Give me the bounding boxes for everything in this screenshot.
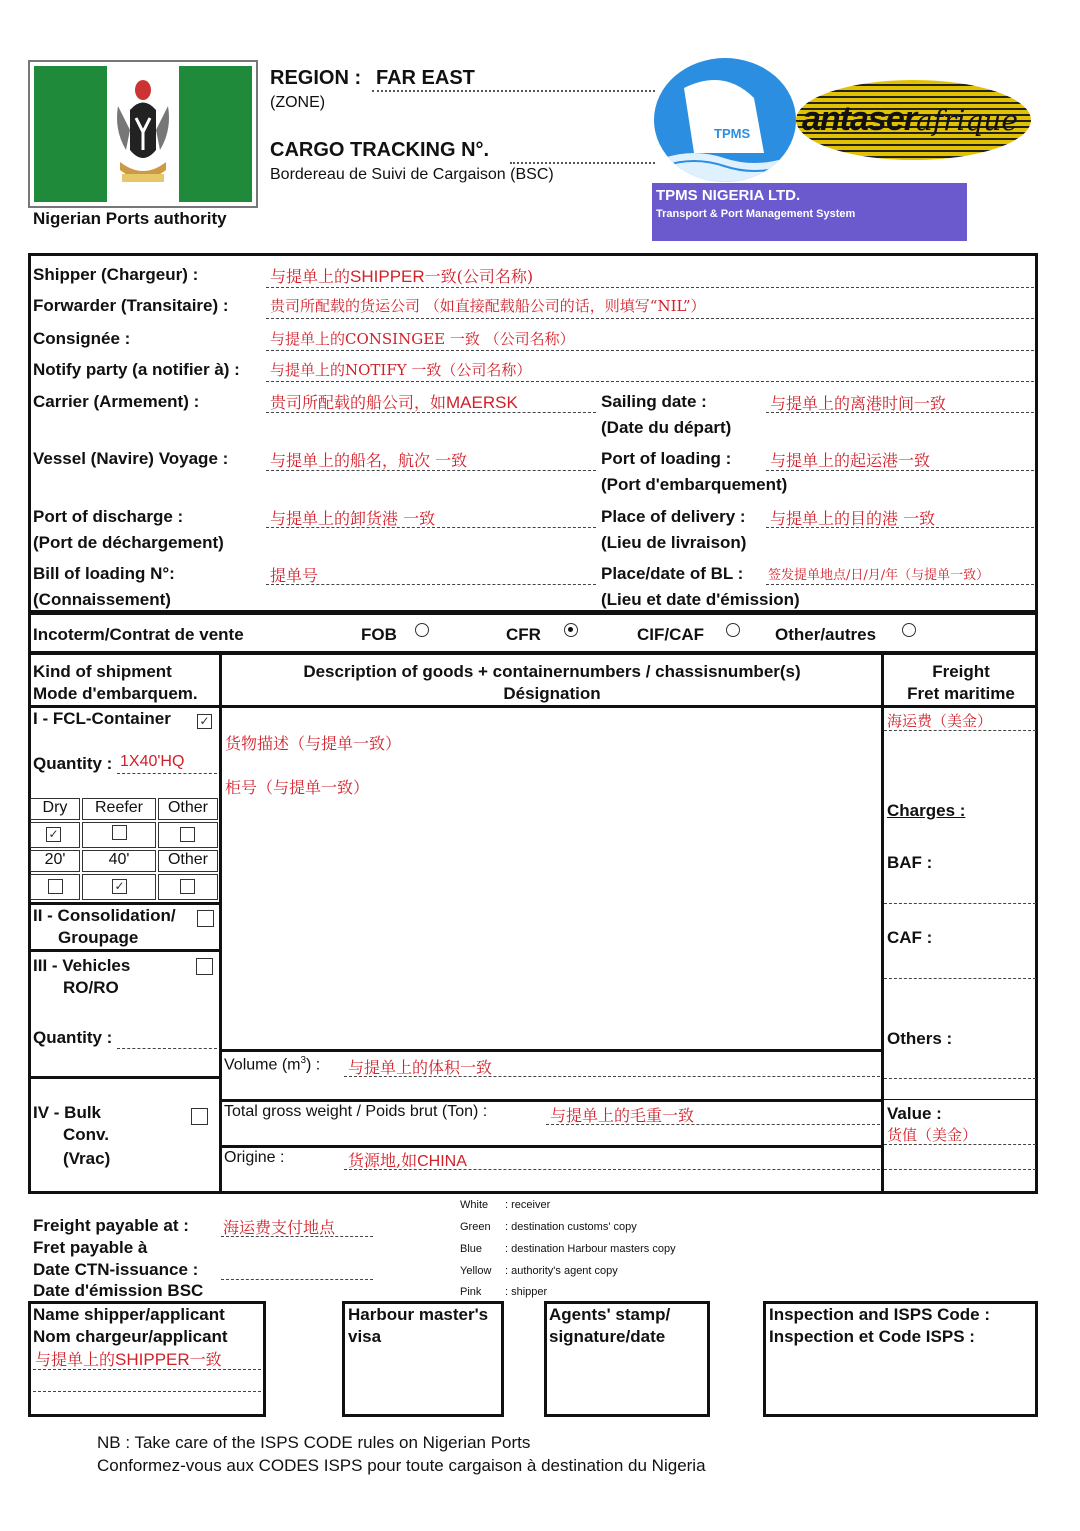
- vehicles-label-2: RO/RO: [63, 978, 119, 997]
- kind-header-1: Kind of shipment: [33, 662, 172, 681]
- carrier-label: Carrier (Armement) :: [33, 392, 200, 411]
- desc-divider-1: [219, 1049, 883, 1052]
- delivery-sub: (Lieu de livraison): [601, 533, 747, 552]
- bl-place-line: [766, 584, 1034, 585]
- vessel-line: [266, 470, 596, 471]
- agents-label-1: Agents' stamp/: [549, 1305, 671, 1324]
- quantity-value[interactable]: 1X40'HQ: [120, 753, 185, 770]
- tpms-logo-text: TPMS: [714, 126, 751, 141]
- bulk-label-3: (Vrac): [63, 1149, 111, 1168]
- weight-label: Total gross weight / Poids brut (Ton) :: [224, 1103, 488, 1120]
- pol-label: Port of loading :: [601, 449, 732, 468]
- consignee-line: [266, 350, 1034, 351]
- coat-of-arms-icon: [110, 70, 176, 198]
- size-40-checkbox[interactable]: ✓: [112, 879, 127, 894]
- freight-header-2: Fret maritime: [907, 684, 1015, 703]
- bl-sub: (Connaissement): [33, 590, 171, 609]
- shipper-line: [266, 287, 1034, 288]
- bulk-label-1: IV - Bulk: [33, 1103, 102, 1122]
- tpms-panel: [652, 183, 967, 241]
- pol-value[interactable]: 与提单上的起运港一致: [770, 451, 931, 470]
- tpms-subtitle: Transport & Port Management System: [656, 208, 856, 220]
- bl-place-label: Place/date of BL :: [601, 564, 744, 583]
- vehicles-checkbox[interactable]: [196, 958, 213, 975]
- forwarder-value[interactable]: 贵司所配载的货运公司 （如直接配载船公司的话，则填写“NIL”）: [270, 297, 706, 315]
- quantity-label: Quantity :: [33, 754, 113, 773]
- ship-icon: [654, 58, 796, 182]
- pol-sub: (Port d'embarquement): [601, 475, 788, 494]
- name-shipper-value[interactable]: 与提单上的SHIPPER一致: [35, 1350, 222, 1369]
- name-shipper-label-1: Name shipper/applicant: [33, 1305, 225, 1324]
- origin-line: [344, 1169, 880, 1170]
- reefer-checkbox[interactable]: [112, 825, 127, 840]
- caf-label: CAF :: [887, 928, 933, 947]
- bulk-checkbox[interactable]: [191, 1108, 208, 1125]
- copy-pink-desc: : shipper: [505, 1286, 548, 1298]
- type-other-checkbox[interactable]: [180, 827, 195, 842]
- cargo-tracking-label: CARGO TRACKING N°.: [270, 139, 490, 161]
- copy-white: White: [460, 1199, 489, 1211]
- copy-green: Green: [460, 1221, 491, 1233]
- date-ctn-label-2: Date d'émission BSC: [33, 1281, 204, 1300]
- sailing-sub: (Date du départ): [601, 418, 732, 437]
- forwarder-line: [266, 318, 1034, 319]
- tpms-title: TPMS NIGERIA LTD.: [656, 187, 801, 204]
- kind-column-divider: [219, 652, 222, 1194]
- desc-header-1: Description of goods + containernumbers / chassisnumber(s): [303, 662, 801, 681]
- authority-name: Nigerian Ports authority: [33, 209, 227, 228]
- incoterm-option-cfr: CFR: [506, 625, 541, 644]
- antaser-logo: [796, 80, 1031, 160]
- cfr-radio[interactable]: [564, 623, 578, 637]
- type-other: Other: [158, 798, 218, 820]
- origin-value[interactable]: 货源地,如CHINA: [348, 1151, 467, 1170]
- date-ctn-line: [221, 1279, 373, 1280]
- carrier-line: [266, 412, 596, 413]
- desc-divider-2: [219, 1099, 883, 1102]
- volume-value[interactable]: 与提单上的体积一致: [348, 1058, 493, 1077]
- sailing-label: Sailing date :: [601, 392, 707, 411]
- name-shipper-line: [33, 1369, 261, 1370]
- type-reefer: Reefer: [82, 798, 156, 820]
- quantity2-line: [117, 1048, 217, 1049]
- baf-label: BAF :: [887, 853, 933, 872]
- notify-label: Notify party (a notifier à) :: [33, 360, 240, 379]
- pol-line: [766, 470, 1034, 471]
- freight-column-divider: [881, 652, 884, 1194]
- copy-pink: Pink: [460, 1286, 482, 1298]
- pod-line: [266, 527, 596, 528]
- shipper-label: Shipper (Chargeur) :: [33, 265, 199, 284]
- consignee-value[interactable]: 与提单上的CONSINGEE 一致 （公司名称）: [270, 330, 575, 348]
- shipper-value[interactable]: 与提单上的SHIPPER一致(公司名称): [270, 267, 534, 286]
- name-shipper-line-2: [33, 1391, 261, 1392]
- type-dry: Dry: [30, 798, 80, 820]
- bl-place-sub: (Lieu et date d'émission): [601, 590, 800, 609]
- fob-radio[interactable]: [415, 623, 429, 637]
- desc-header-2: Désignation: [503, 684, 601, 703]
- region-label: REGION :: [270, 67, 362, 89]
- inspection-label-2: Inspection et Code ISPS :: [769, 1327, 975, 1346]
- quantity2-label: Quantity :: [33, 1028, 113, 1047]
- antaser-logo-text: antaser: [802, 100, 916, 138]
- desc-divider-3: [219, 1145, 883, 1148]
- notify-value[interactable]: 与提单上的NOTIFY 一致（公司名称）: [270, 361, 532, 379]
- consolidation-label-1: II - Consolidation/: [33, 906, 176, 925]
- harbour-label-1: Harbour master's: [348, 1305, 489, 1324]
- origin-label: Origine :: [224, 1149, 285, 1166]
- bl-value[interactable]: 提单号: [270, 566, 319, 585]
- nb-line-2: Conformez-vous aux CODES ISPS pour toute cargaison à destination du Nigeria: [97, 1456, 706, 1475]
- delivery-label: Place of delivery :: [601, 507, 746, 526]
- value-label: Value :: [887, 1104, 942, 1123]
- other-radio[interactable]: [902, 623, 916, 637]
- weight-value[interactable]: 与提单上的毛重一致: [550, 1106, 695, 1125]
- value-line-2: [884, 1169, 1036, 1170]
- fcl-label: I - FCL-Container: [33, 709, 171, 728]
- bl-place-value[interactable]: 签发提单地点/日/月/年（与提单一致）: [768, 568, 990, 583]
- fcl-checkbox[interactable]: ✓: [197, 714, 212, 729]
- name-shipper-label-2: Nom chargeur/applicant: [33, 1327, 228, 1346]
- copy-yellow: Yellow: [460, 1265, 492, 1277]
- freight-payable-line: [221, 1236, 373, 1237]
- size-other: Other: [158, 850, 218, 872]
- agents-label-2: signature/date: [549, 1327, 666, 1346]
- cargo-tracking-field-line: [510, 162, 655, 164]
- vessel-label: Vessel (Navire) Voyage :: [33, 449, 229, 468]
- quantity-line: [117, 773, 217, 774]
- freight-payable-label-2: Fret payable à: [33, 1238, 148, 1257]
- size-other-checkbox[interactable]: [180, 879, 195, 894]
- notify-line: [266, 381, 1034, 382]
- incoterm-option-cif: CIF/CAF: [637, 625, 705, 644]
- incoterm-option-fob: FOB: [361, 625, 397, 644]
- desc-value-2[interactable]: 柜号（与提单一致）: [225, 778, 370, 797]
- delivery-value[interactable]: 与提单上的目的港 一致: [770, 509, 936, 528]
- kind-header-2: Mode d'embarquem.: [33, 684, 198, 703]
- caf-line: [884, 978, 1036, 979]
- copy-white-desc: : receiver: [505, 1199, 551, 1211]
- pod-sub: (Port de déchargement): [33, 533, 224, 552]
- freight-divider: [882, 1099, 1037, 1100]
- pod-value[interactable]: 与提单上的卸货港 一致: [270, 509, 436, 528]
- date-ctn-label-1: Date CTN-issuance :: [33, 1260, 199, 1279]
- volume-label: Volume $(m^3)$ :: [224, 1055, 321, 1074]
- size-20: 20': [30, 850, 80, 872]
- size-40: 40': [82, 850, 156, 872]
- consignee-label: Consignée :: [33, 329, 131, 348]
- vessel-value[interactable]: 与提单上的船名，航次 一致: [270, 451, 468, 470]
- copy-blue-desc: : destination Harbour masters copy: [505, 1243, 676, 1255]
- carrier-value[interactable]: 贵司所配载的船公司，如MAERSK: [270, 393, 518, 412]
- others-label: Others :: [887, 1029, 953, 1048]
- freight-header-1: Freight: [932, 662, 990, 681]
- copy-blue: Blue: [460, 1243, 483, 1255]
- sailing-line: [766, 412, 1034, 413]
- copy-yellow-desc: : authority's agent copy: [505, 1265, 618, 1277]
- baf-line: [884, 903, 1036, 904]
- desc-value-1[interactable]: 货物描述（与提单一致）: [225, 734, 402, 753]
- charges-label: Charges :: [887, 801, 966, 820]
- value-line: [884, 1144, 1036, 1145]
- vehicles-label-1: III - Vehicles: [33, 956, 131, 975]
- consolidation-label-2: Groupage: [58, 928, 139, 947]
- incoterm-label: Incoterm/Contrat de vente: [33, 625, 244, 644]
- bl-label: Bill of loading N°:: [33, 564, 175, 583]
- nigerian-flag: [28, 60, 258, 208]
- kind-divider-1: [28, 902, 220, 905]
- copy-green-desc: : destination customs' copy: [505, 1221, 637, 1233]
- cif-radio[interactable]: [726, 623, 740, 637]
- antaser-logo-script: afrique: [915, 104, 1018, 137]
- pod-label: Port of discharge :: [33, 507, 184, 526]
- bsc-label: Bordereau de Suivi de Cargaison (BSC): [270, 166, 554, 183]
- freight-payable-label-1: Freight payable at :: [33, 1216, 189, 1235]
- value-value[interactable]: 货值（美金）: [887, 1126, 978, 1144]
- incoterm-option-other: Other/autres: [775, 625, 877, 644]
- region-field-line: [372, 90, 655, 92]
- forwarder-label: Forwarder (Transitaire) :: [33, 296, 229, 315]
- sailing-value[interactable]: 与提单上的离港时间一致: [770, 394, 947, 413]
- kind-divider-2: [28, 949, 220, 952]
- zone-label: (ZONE): [270, 94, 326, 111]
- freight-payable-value[interactable]: 海运费支付地点: [223, 1218, 336, 1237]
- freight-value[interactable]: 海运费（美金）: [887, 712, 993, 730]
- bulk-label-2: Conv.: [63, 1125, 109, 1144]
- volume-line: [344, 1076, 880, 1077]
- dry-checkbox[interactable]: ✓: [46, 827, 61, 842]
- delivery-line: [766, 527, 1034, 528]
- size-20-checkbox[interactable]: [48, 879, 63, 894]
- nb-line-1: NB : Take care of the ISPS CODE rules on Nigerian Ports: [97, 1433, 531, 1452]
- inspection-label-1: Inspection and ISPS Code :: [769, 1305, 991, 1324]
- goods-header-divider: [28, 705, 1038, 708]
- consolidation-checkbox[interactable]: [197, 910, 214, 927]
- bl-line: [266, 584, 596, 585]
- kind-divider-3: [28, 1076, 220, 1079]
- harbour-label-2: visa: [348, 1327, 382, 1346]
- region-value: FAR EAST: [376, 67, 475, 89]
- tpms-logo: [654, 58, 796, 182]
- others-line: [884, 1078, 1036, 1079]
- weight-line: [546, 1124, 880, 1125]
- freight-line: [884, 730, 1036, 731]
